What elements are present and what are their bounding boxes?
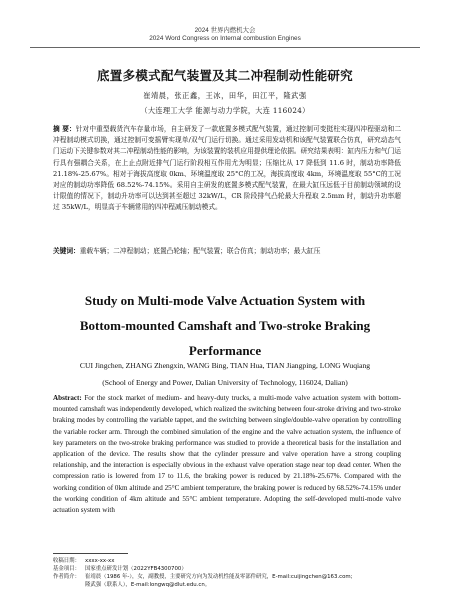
footnote-fund-label: 基金项目： (53, 566, 80, 572)
footnote-contact-value: 隆武强（联系人），E-mail:longwq@dlut.edu.cn。 (85, 582, 211, 588)
footnote-received-value: xxxx-xx-xx (85, 558, 115, 564)
en-affiliation: (School of Energy and Power, Dalian University of Technology, 116024, Dalian) (102, 378, 348, 387)
footnote-fund-value: 国家重点研发计划（2022YFB4300700） (85, 566, 187, 572)
cn-title: 底置多模式配气装置及其二冲程制动性能研究 (96, 68, 353, 83)
cn-abstract (53, 124, 401, 214)
en-title-line1: Study on Multi-mode Valve Actuation System with (84, 293, 366, 308)
footnote-author-label: 作者简介： (53, 574, 80, 580)
footnote-author-value: 崔靖晨（1986 年-），女，副教授，主要研究方向为发动机性能及零部件研究，E-mail:cuijingchen@163.com; (85, 574, 353, 580)
en-abstract-label: Abstract: (53, 394, 82, 402)
header-rule (30, 47, 420, 48)
cn-abstract-text: 针对中重型载货汽车存量市场，自主研发了一款底置多模式配气装置，通过控制可变挺柱实现四冲程驱动和二冲程制动模式切换，通过控制可变摇臂实现单/双气门运行切换。通过采用发动机和该配气装置联合仿真，研究动态气门运动下关键参数对其二冲程制动性能的影响，为该装置的装机应用提供理论依据。研究结果表明：缸内压力和气门运行具有强耦合关系，在上止点附近排气门运行阶段相互作用尤为明显；压缩比从 17 降低到 11.6 时，制动功率降低 21.18%-25.67%。相对于海拔高度取 0km、环境温度取 25°C的工况，海拔高度取 4km，环境温度取 55°C的工况对应的制动功率降低 68.52%-74.15%。采用自主研发的底置多模式配气装置，在最大缸压远低于目前制动领域的设计限值的情况下，制动升功率可以达到甚至超过 32kW/L，CR 阶段排气凸轮最大升程取 2.5mm 时，制动升功率超过 35kW/L，明显高于车辆常用的四冲程减压制动模式。 (53, 125, 402, 212)
cn-affiliation: （大连理工大学 能源与动力学院，大连 116024） (140, 106, 310, 115)
conference-header-cn: 2024 世界内燃机大会 (194, 27, 256, 34)
en-abstract (53, 393, 401, 516)
cn-abstract-label: 摘 要： (53, 125, 76, 133)
en-title-line2: Bottom-mounted Camshaft and Two-stroke Braking (79, 318, 371, 333)
en-title-line3: Performance (188, 343, 262, 358)
cn-keywords (53, 246, 401, 257)
cn-authors: 崔靖晨，张正鑫，王冰，田华，田江平，隆武强 (143, 91, 307, 100)
footnote-rule (53, 553, 128, 554)
cn-keywords-label: 关键词： (53, 247, 80, 255)
conference-header-en: 2024 Word Congress on Internal combustion Engines (149, 35, 301, 42)
cn-keywords-text: 重载车辆；二冲程制动；底置凸轮轴；配气装置；联合仿真；制动功率；最大缸压 (79, 247, 321, 255)
en-authors: CUI Jingchen, ZHANG Zhengxin, WANG Bing, TIAN Hua, TIAN Jiangping, LONG Wuqiang (79, 361, 371, 370)
footnote-received-label: 收稿日期： (53, 558, 80, 564)
en-abstract-text: For the stock market of medium- and heavy-duty trucks, a multi-mode valve actuation system with bottom-mounted camshaft was independently developed, which realized the switching between four-stroke driving and two-stroke braking modes by controlling the variable tappet, and the switching between single/double-valve operation by controlling the variable rocker arm. Through the combined simulation of the engine and the valve actuation system, the influence of key parameters on the two-stroke braking performance was studied to provide a theoretical basis for the installation and application of the device. The results show that the cylinder pressure and valve operation have a strong coupling relationship, and the interaction is especially obvious in the exhaust valve operation stage near top dead center. When the compression ratio is lowered from 17 to 11.6, the braking power is reduced by 21.18%-25.67%. Compared with the working condition of 0km altitude and 25°C ambient temperature, the braking power is reduced by 68.52%-74.15% under the working condition of 4km altitude and 55°C ambient temperature. Adopting the self-developed multi-mode valve actuation system with (53, 394, 401, 515)
footnote-contact (53, 581, 413, 589)
